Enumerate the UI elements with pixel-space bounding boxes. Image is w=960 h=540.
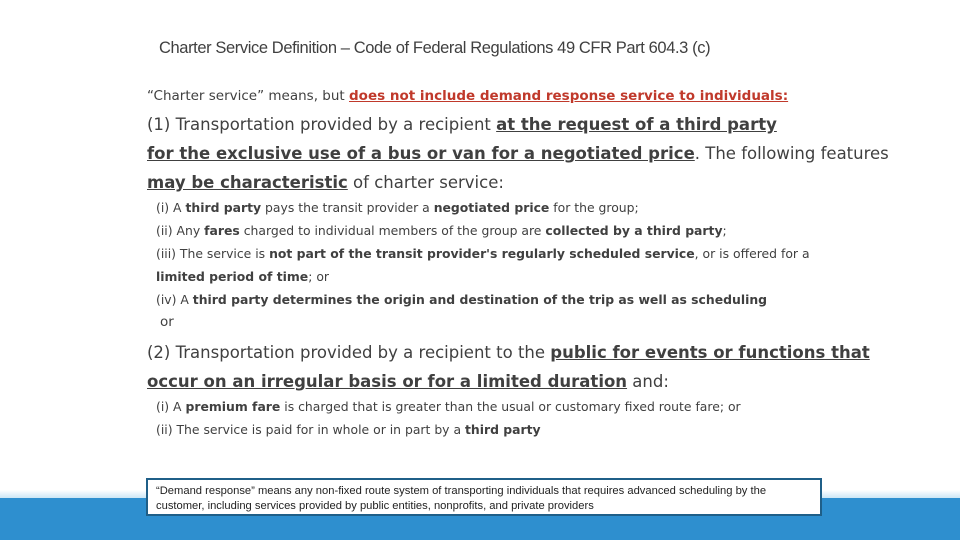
list-item: (i) A premium fare is charged that is greater than the usual or customary fixed route fare; or (156, 399, 741, 414)
part1-underlined: may be characteristic (147, 173, 348, 192)
conditions-list (156, 395, 741, 441)
list-item: (iii) The service is not part of the transit provider's regularly scheduled service, or is offered for a (156, 246, 810, 261)
part2-underlined: occur on an irregular basis or for a limited duration (147, 372, 628, 391)
part1-text: of charter service: (347, 173, 504, 192)
intro-lead: “Charter service” means, but (147, 88, 350, 104)
note-line-1: “Demand response” means any non-fixed route system of transporting individuals that requires advanced scheduling by the (156, 485, 767, 497)
list-item: (ii) Any fares charged to individual members of the group are collected by a third party; (156, 223, 727, 238)
list-item: (iv) A third party determines the origin and destination of the trip as well as scheduling (156, 292, 768, 307)
part1-underlined: at the request of a third party (496, 115, 777, 134)
characteristics-list (156, 196, 810, 311)
part2-text: (2) Transportation provided by a recipient to the (147, 343, 551, 362)
list-item: (ii) The service is paid for in whole or in part by a third party (156, 422, 541, 437)
slide-title: Charter Service Definition – Code of Federal Regulations 49 CFR Part 604.3 (c) (159, 39, 711, 57)
or-separator: or (160, 314, 174, 330)
part2-line-2 (147, 367, 870, 396)
intro-emphasis: does not include demand response service to individuals: (349, 88, 789, 104)
part1-text: (1) Transportation provided by a recipient (147, 115, 497, 134)
list-item-continued: limited period of time; or (156, 269, 329, 284)
definition-part-1 (147, 110, 889, 197)
note-line-2: customer, including services provided by public entities, nonprofits, and private providers (156, 500, 594, 512)
definition-part-2 (147, 338, 870, 396)
demand-response-note (146, 478, 822, 516)
part1-underlined: for the exclusive use of a bus or van for a negotiated price (147, 144, 695, 163)
part2-line-1 (147, 338, 870, 367)
part1-line-3 (147, 168, 889, 197)
part1-line-1 (147, 110, 889, 139)
part2-text: and: (627, 372, 669, 391)
list-item: (i) A third party pays the transit provider a negotiated price for the group; (156, 200, 639, 215)
part1-line-2 (147, 139, 889, 168)
part1-text: . The following features (694, 144, 889, 163)
intro-sentence (147, 88, 788, 104)
part2-underlined: public for events or functions that (550, 343, 870, 362)
